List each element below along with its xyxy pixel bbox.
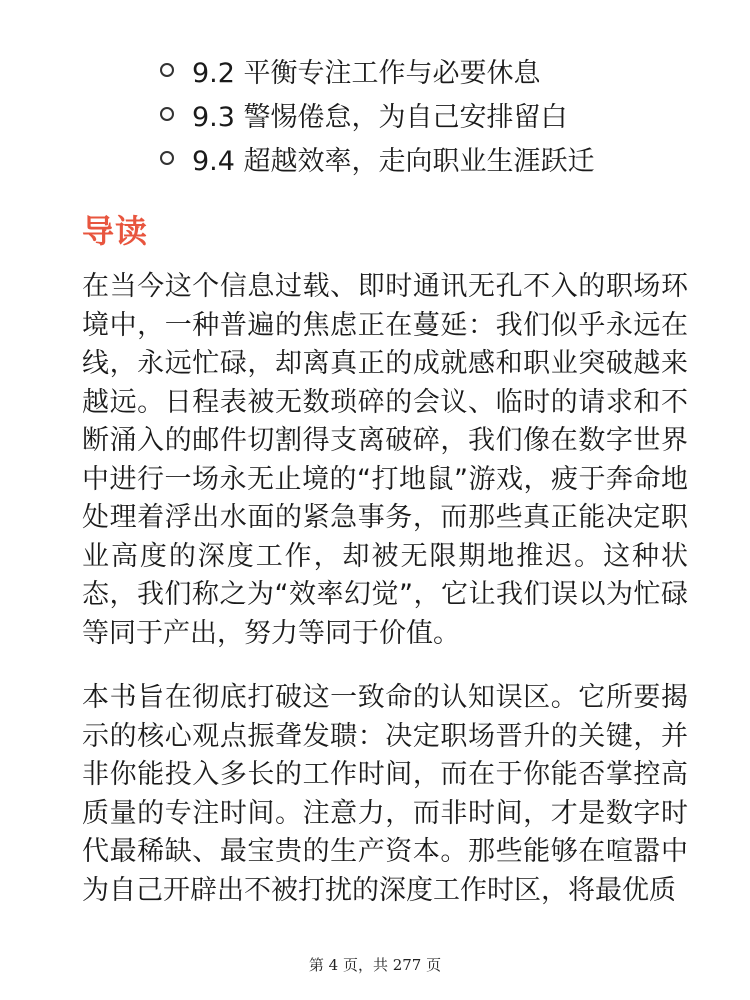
- toc-item-label: 9.4 超越效率，走向职业生涯跃迁: [192, 145, 595, 177]
- toc-item[interactable]: [160, 48, 595, 92]
- toc-list: [160, 48, 595, 180]
- body-paragraph: 在当今这个信息过载、即时通讯无孔不入的职场环境中，一种普遍的焦虑正在蔓延：我们似乎永远在线，永远忙碌，却离真正的成就感和职业突破越来越远。日程表被无数琐碎的会议、临时的请求和不断涌入的邮件切割得支离破碎，我们像在数字世界中进行一场永无止境的“打地鼠”游戏，疲于奔命地处理着浮出水面的紧急事务，而那些真正能决定职业高度的深度工作，却被无限期地推迟。这种状态，我们称之为“效率幻觉”，它让我们误以为忙碌等同于产出，努力等同于价值。: [82, 271, 688, 649]
- toc-item[interactable]: [160, 92, 595, 136]
- body-paragraph: 本书旨在彻底打破这一致命的认知误区。它所要揭示的核心观点振聋发聩：决定职场晋升的关键，并非你能投入多长的工作时间，而在于你能否掌控高质量的专注时间。注意力，而非时间，才是数字时代最稀缺、最宝贵的生产资本。那些能够在喧嚣中为自己开辟出不被打扰的深度工作时区，将最优质: [82, 682, 688, 906]
- circle-bullet-icon: [160, 107, 174, 121]
- circle-bullet-icon: [160, 63, 174, 77]
- toc-item-label: 9.3 警惕倦怠，为自己安排留白: [192, 101, 568, 133]
- circle-bullet-icon: [160, 151, 174, 165]
- toc-item-label: 9.2 平衡专注工作与必要休息: [192, 57, 541, 89]
- page-number: 第 4 页，共 277 页: [308, 956, 442, 974]
- toc-item[interactable]: [160, 136, 595, 180]
- section-heading: 导读: [82, 212, 149, 250]
